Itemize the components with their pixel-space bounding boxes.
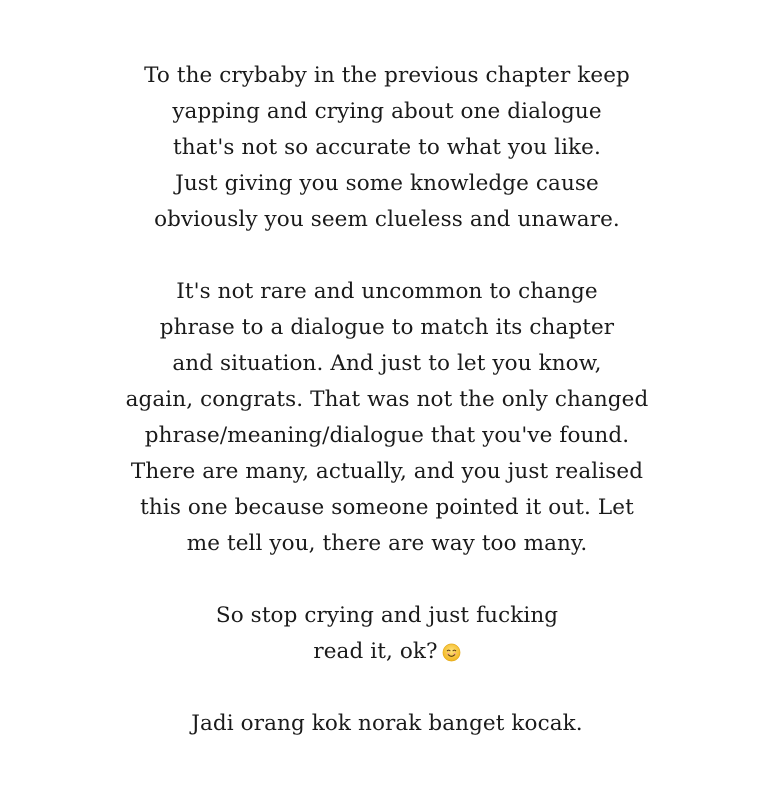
paragraph-spacer <box>0 670 770 706</box>
text-line: So stop crying and just fucking <box>215 603 559 628</box>
text-line: Jadi orang kok norak banget kocak. <box>191 711 583 736</box>
text-note <box>0 58 770 742</box>
text-fragment: read it, ok? <box>313 639 438 664</box>
text-line: and situation. And just to let you know, <box>172 351 602 376</box>
text-line: There are many, actually, and you just realised <box>130 459 644 484</box>
paragraph-spacer <box>0 562 770 598</box>
text-line: obviously you seem clueless and unaware. <box>154 207 620 232</box>
text-line-with-emoji <box>0 634 770 670</box>
text-line: again, congrats. That was not the only changed <box>125 387 649 412</box>
paragraph-4 <box>0 706 770 742</box>
paragraph-spacer <box>0 238 770 274</box>
text-line: phrase/meaning/dialogue that you've found. <box>144 423 630 448</box>
text-line: It's not rare and uncommon to change <box>176 279 598 304</box>
paragraph-3 <box>0 598 770 670</box>
text-line: me tell you, there are way too many. <box>186 531 588 556</box>
text-line: To the crybaby in the previous chapter keep <box>144 63 630 88</box>
paragraph-1 <box>0 58 770 238</box>
text-line: Just giving you some knowledge cause <box>175 171 599 196</box>
text-line: that's not so accurate to what you like. <box>173 135 601 160</box>
text-line: this one because someone pointed it out. Let <box>140 495 634 520</box>
smiling-face-emoji-icon <box>442 643 461 662</box>
paragraph-2 <box>0 274 770 562</box>
text-line: yapping and crying about one dialogue <box>172 99 602 124</box>
text-line: phrase to a dialogue to match its chapter <box>159 315 615 340</box>
